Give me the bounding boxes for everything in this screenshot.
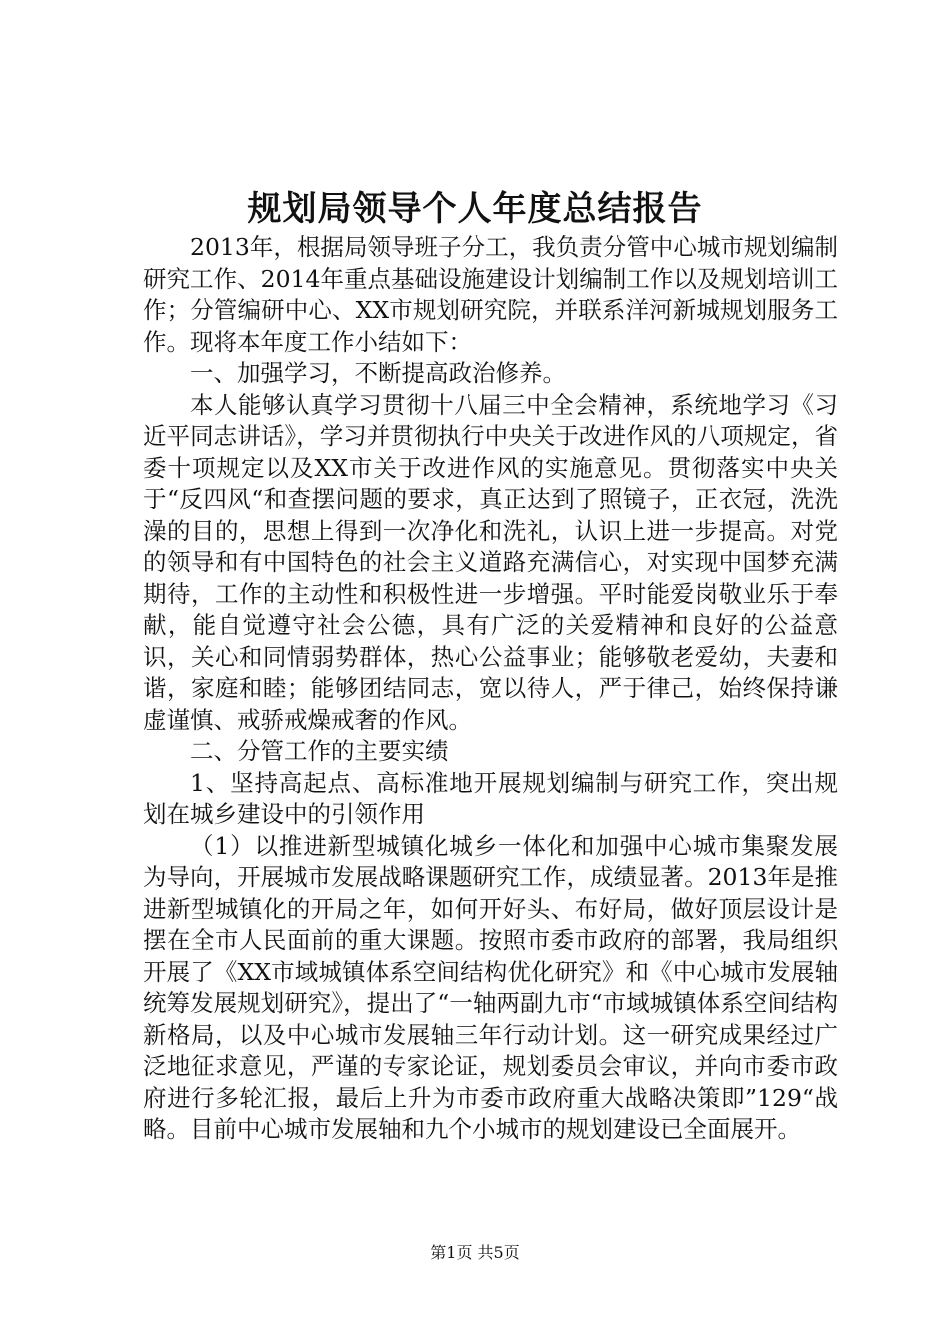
- section-heading-achievements: 二、分管工作的主要实绩: [190, 737, 449, 765]
- intro-paragraph: 2013年，根据局领导班子分工，我负责分管中心城市规划编制研究工作、2014年重点基础设施建设计划编制工作以及规划培训工作；分管编研中心、XX市规划研究院，并联系洋河新城规划服务工作。现将本年度工作小结如下：: [143, 233, 838, 356]
- page-footer: 第1页 共5页: [430, 1243, 520, 1262]
- document-title: 规划局领导个人年度总结报告: [247, 189, 703, 229]
- planning-paragraph: （1）以推进新型城镇化城乡一体化和加强中心城市集聚发展为导向，开展城市发展战略课题研究工作，成绩显著。2013年是推进新型城镇化的开局之年，如何开好头、布好局，做好顶层设计是摆在全市人民面前的重大课题。按照市委市政府的部署，我局组织开展了《XX市域城镇体系空间结构优化研究》和《中心城市发展轴统筹发展规划研究》，提出了“一轴两副九市“市域城镇体系空间结构新格局，以及中心城市发展轴三年行动计划。这一研究成果经过广泛地征求意见，严谨的专家论证，规划委员会审议，并向市委市政府进行多轮汇报，最后上升为市委市政府重大战略决策即”129“战略。目前中心城市发展轴和九个小城市的规划建设已全面展开。: [143, 831, 838, 1143]
- subsection-heading-planning: 1、坚持高起点、高标准地开展规划编制与研究工作，突出规划在城乡建设中的引领作用: [143, 768, 838, 828]
- section-heading-study: 一、加强学习，不断提高政治修养。: [190, 359, 566, 387]
- study-paragraph: 本人能够认真学习贯彻十八届三中全会精神，系统地学习《习近平同志讲话》，学习并贯彻执行中央关于改进作风的八项规定，省委十项规定以及XX市关于改进作风的实施意见。贯彻落实中央关于“反四风“和查摆问题的要求，真正达到了照镜子，正衣冠，洗洗澡的目的，思想上得到一次净化和洗礼，认识上进一步提高。对党的领导和有中国特色的社会主义道路充满信心，对实现中国梦充满期待，工作的主动性和积极性进一步增强。平时能爱岗敬业乐于奉献，能自觉遵守社会公德，具有广泛的关爱精神和良好的公益意识，关心和同情弱势群体，热心公益事业；能够敬老爱幼，夫妻和谐，家庭和睦；能够团结同志，宽以待人，严于律己，始终保持谦虚谨慎、戒骄戒燥戒奢的作风。: [143, 390, 838, 734]
- document-body: [143, 232, 838, 1146]
